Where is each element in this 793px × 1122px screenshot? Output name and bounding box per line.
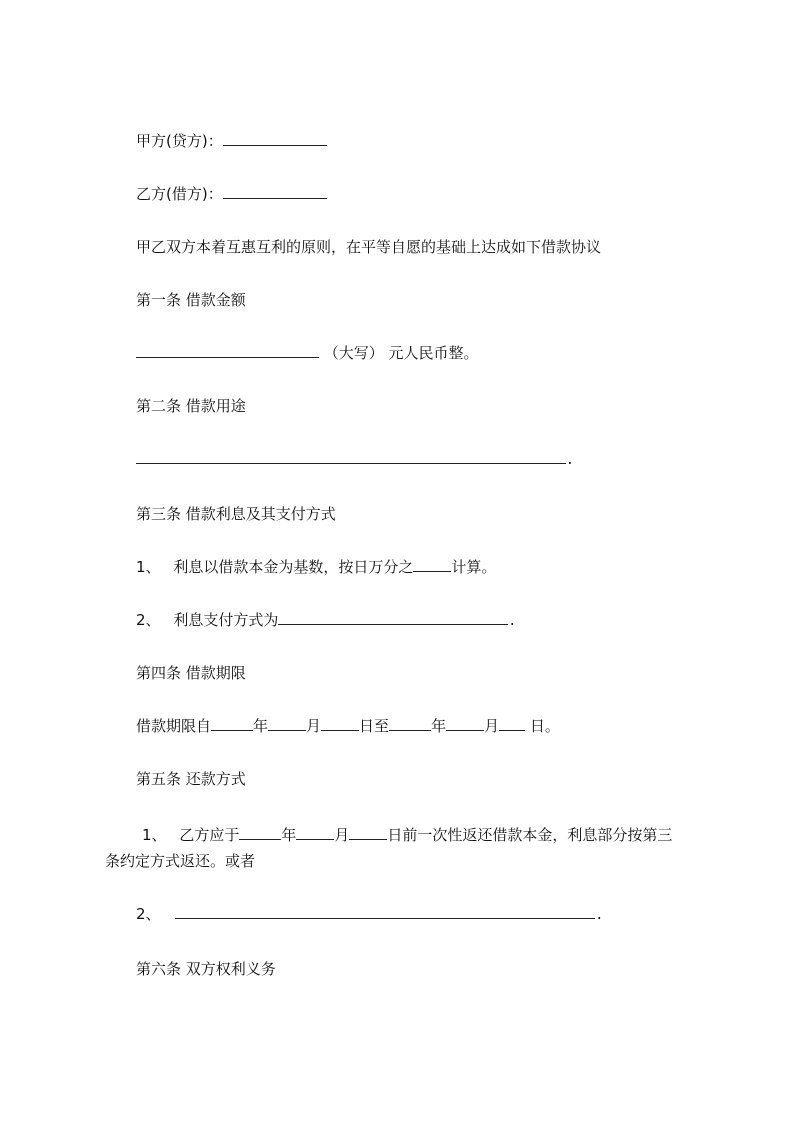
article-6-title: 第六条 双方权利义务: [136, 960, 276, 978]
article-5-title: 第五条 还款方式: [136, 770, 246, 788]
repayment-item-2-blank: [175, 904, 595, 919]
start-year-blank: [211, 716, 253, 731]
repayment-item-2-number: 2、: [136, 905, 161, 923]
payment-method-text: 利息支付方式为: [173, 611, 279, 629]
interest-item-number: 1、: [136, 558, 161, 576]
repayment-prefix: 乙方应于: [179, 826, 240, 844]
article-4-title: 第四条 借款期限: [136, 664, 246, 682]
repayment-item-2-line: [136, 903, 603, 927]
start-year-label: 年: [253, 717, 269, 735]
loan-term-line: [136, 715, 560, 737]
repay-day-blank: [349, 825, 387, 840]
interest-rate-text: 利息以借款本金为基数，按日万分之: [173, 558, 414, 576]
end-year-label: 年: [431, 717, 447, 735]
purpose-blank: [136, 449, 566, 464]
end-day-blank: [499, 716, 525, 731]
repay-year-label: 年: [281, 826, 297, 844]
interest-payment-line: [136, 609, 516, 633]
amount-suffix: （大写） 元人民币整。: [323, 344, 479, 362]
term-prefix: 借款期限自: [136, 717, 212, 735]
end-month-label: 月: [484, 717, 500, 735]
payment-item-number: 2、: [136, 611, 161, 629]
borrower-name-blank: [223, 184, 327, 199]
interest-rate-line: [136, 556, 496, 578]
payment-method-end: .: [508, 614, 517, 629]
end-year-blank: [389, 716, 431, 731]
purpose-end: .: [566, 453, 574, 468]
interest-rate-blank: [413, 557, 451, 572]
lender-label: 甲方(贷方)：: [136, 132, 223, 150]
interest-rate-suffix: 计算。: [451, 558, 497, 576]
borrower-line: [136, 183, 327, 205]
article-1-title: 第一条 借款金额: [136, 291, 246, 309]
lender-line: [136, 130, 327, 152]
repay-month-label: 月: [334, 826, 350, 844]
start-month-blank: [268, 716, 306, 731]
preamble: 甲乙双方本着互惠互利的原则，在平等自愿的基础上达成如下借款协议: [136, 238, 602, 256]
lender-name-blank: [223, 131, 327, 146]
repayment-item-1-continuation: 条约定方式返还。或者: [105, 852, 256, 870]
amount-line: [136, 342, 479, 364]
repayment-item-1-number: 1、: [142, 826, 167, 844]
amount-blank: [136, 343, 319, 358]
repay-month-blank: [296, 825, 334, 840]
repayment-item-1-line: [142, 824, 672, 846]
article-3-title: 第三条 借款利息及其支付方式: [136, 505, 336, 523]
payment-method-blank: [278, 610, 508, 625]
purpose-line: [136, 448, 574, 472]
start-month-label: 月: [306, 717, 322, 735]
repayment-suffix: 日前一次性返还借款本金，利息部分按第三: [387, 826, 673, 844]
repay-year-blank: [239, 825, 281, 840]
start-day-blank: [321, 716, 359, 731]
borrower-label: 乙方(借方)：: [136, 185, 223, 203]
article-2-title: 第二条 借款用途: [136, 397, 246, 415]
repayment-item-2-end: .: [595, 908, 604, 923]
start-day-to-label: 日至: [359, 717, 390, 735]
end-day-label: 日。: [529, 717, 560, 735]
end-month-blank: [446, 716, 484, 731]
